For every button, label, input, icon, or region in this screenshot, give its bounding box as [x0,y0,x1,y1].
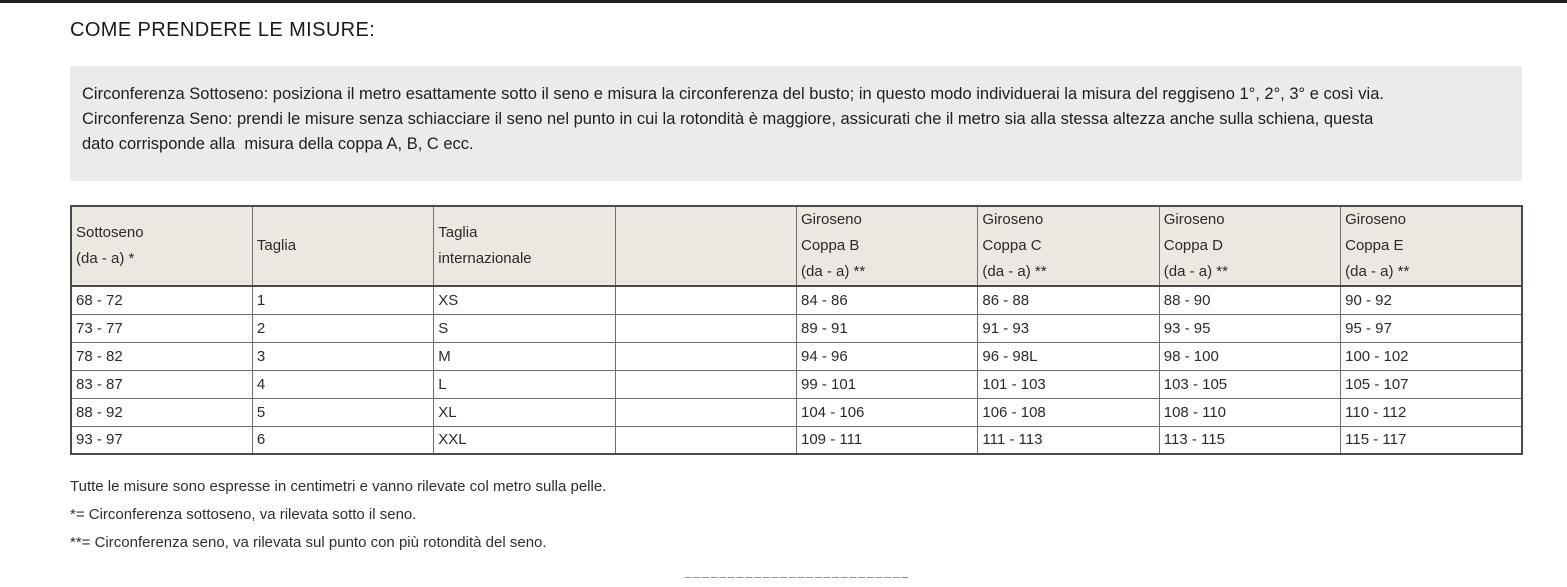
table-cell: 91 - 93 [978,314,1159,342]
table-cell: 86 - 88 [978,286,1159,314]
table-header-cell [615,206,796,286]
separator-container [0,563,1567,581]
table-row [71,370,1522,398]
footnote-bust: **= Circonferenza seno, va rilevata sul punto con più rotondità del seno. [70,534,547,551]
table-cell: 98 - 100 [1159,342,1340,370]
table-row [71,426,1522,454]
table-cell: 96 - 98L [978,342,1159,370]
table-cell: 105 - 107 [1341,370,1522,398]
table-cell: 111 - 113 [978,426,1159,454]
table-cell: 68 - 72 [71,286,252,314]
table-header-cell: Sottoseno (da - a) * [71,206,252,286]
table-header-cell: Giroseno Coppa D (da - a) ** [1159,206,1340,286]
table-cell: XL [434,398,615,426]
table-cell: 2 [252,314,433,342]
table-cell: 89 - 91 [797,314,978,342]
table-header-row [71,206,1522,286]
table-cell: 5 [252,398,433,426]
instructions-line: Circonferenza Sottoseno: posiziona il metro esattamente sotto il seno e misura la circonferenza del busto; in questo modo individuerai la misura del reggiseno 1°, 2°, 3° e così via. [82,85,1384,103]
table-cell: 88 - 90 [1159,286,1340,314]
table-cell: 6 [252,426,433,454]
table-row [71,342,1522,370]
table-cell: 108 - 110 [1159,398,1340,426]
size-table [70,205,1523,455]
table-cell [615,426,796,454]
table-cell: 110 - 112 [1341,398,1522,426]
table-cell [615,398,796,426]
table-cell: 4 [252,370,433,398]
size-table-body [71,286,1522,454]
instructions-line: Circonferenza Seno: prendi le misure senza schiacciare il seno nel punto in cui la rotondità è maggiore, assicurati che il metro sia alla stessa altezza anche sulla schiena, questa [82,110,1374,128]
table-cell: L [434,370,615,398]
footnote-measures-cm: Tutte le misure sono espresse in centimetri e vanno rilevate col metro sulla pelle. [70,478,607,495]
table-cell: 95 - 97 [1341,314,1522,342]
table-cell: 113 - 115 [1159,426,1340,454]
table-cell: 78 - 82 [71,342,252,370]
measurement-instructions [70,66,1522,181]
page-title: COME PRENDERE LE MISURE: [70,19,376,41]
table-cell: 93 - 95 [1159,314,1340,342]
table-header-cell: Giroseno Coppa C (da - a) ** [978,206,1159,286]
instructions-line: dato corrisponde alla misura della coppa A, B, C ecc. [82,135,474,153]
table-row [71,286,1522,314]
table-cell: 106 - 108 [978,398,1159,426]
table-header-cell: Giroseno Coppa B (da - a) ** [797,206,978,286]
table-cell [615,342,796,370]
size-table-head [71,206,1522,286]
table-cell: 100 - 102 [1341,342,1522,370]
table-cell: 103 - 105 [1159,370,1340,398]
table-cell: 73 - 77 [71,314,252,342]
table-cell: 94 - 96 [797,342,978,370]
table-cell: 90 - 92 [1341,286,1522,314]
table-cell: 109 - 111 [797,426,978,454]
page-content [70,19,1523,551]
table-cell: M [434,342,615,370]
table-row [71,398,1522,426]
table-header-cell: Taglia [252,206,433,286]
table-cell: 104 - 106 [797,398,978,426]
table-cell: 1 [252,286,433,314]
top-border-line [0,0,1567,3]
table-cell: 3 [252,342,433,370]
table-cell [615,370,796,398]
table-cell [615,286,796,314]
table-cell: XS [434,286,615,314]
footnotes [70,479,1523,551]
table-cell: 99 - 101 [797,370,978,398]
table-cell [615,314,796,342]
table-cell: XXL [434,426,615,454]
table-cell: 101 - 103 [978,370,1159,398]
separator-line: __________________________ [684,565,911,579]
table-cell: 93 - 97 [71,426,252,454]
footnote-underbust: *= Circonferenza sottoseno, va rilevata sotto il seno. [70,506,417,523]
table-cell: 115 - 117 [1341,426,1522,454]
table-header-cell: Taglia internazionale [434,206,615,286]
table-row [71,314,1522,342]
table-cell: 88 - 92 [71,398,252,426]
table-cell: 83 - 87 [71,370,252,398]
table-cell: 84 - 86 [797,286,978,314]
table-header-cell: Giroseno Coppa E (da - a) ** [1341,206,1522,286]
table-cell: S [434,314,615,342]
